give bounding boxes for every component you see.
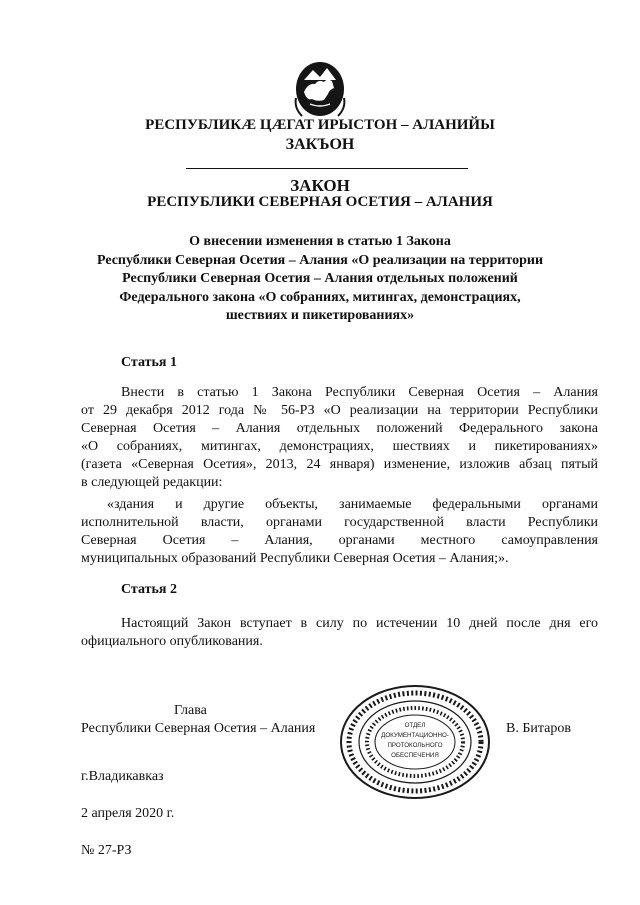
law-title-line: Республики Северная Осетия – Алания «О реализации на территории [96,252,544,268]
date-of-signing: 2 апреля 2020 г. [81,806,175,821]
official-seal-stamp [338,683,492,801]
law-title-line: шествиях и пикетированиях» [225,308,415,324]
seal-text-line: ПРОТОКОЛЬНОГО [387,742,443,749]
law-title-line: О внесении изменения в статью 1 Закона [189,234,451,249]
header-law-russian: ЗАКОН [290,176,350,195]
law-title [0,233,640,326]
header-republic-ossetian: РЕСПУБЛИКÆ ЦÆГАТ ИРЫСТОН – АЛАНИЙЫ [145,117,495,133]
text-line: (газета «Северная Осетия», 2013, 24 января) изменение, изложив абзац пятый [81,456,598,472]
signatory-title: Глава [174,703,207,718]
header-divider [186,168,468,169]
coat-of-arms-emblem [284,58,356,120]
text-line: официального опубликования. [81,633,263,649]
text-line: муниципальных образований Республики Северная Осетия – Алания;». [81,550,509,566]
seal-text-line: ОТДЕЛ [404,722,426,729]
text-line: от 29 декабря 2012 года № 56-РЗ «О реализации на территории Республики [81,402,598,418]
article-1-paragraph-2 [81,496,598,568]
text-line: «здания и другие объекты, занимаемые федеральными органами [107,497,598,512]
text-line: Северная Осетия – Алания отдельных положений Федерального закона [81,420,598,436]
seal-text-line: ОБЕСПЕЧЕНИЯ [391,752,439,759]
text-line: Настоящий Закон вступает в силу по истечении 10 дней после дня его [121,616,598,631]
law-title-line: Республики Северная Осетия – Алания отдельных положений [122,271,518,287]
seal-text-line: ДОКУМЕНТАЦИОННО- [381,732,449,739]
signatory-name: В. Битаров [506,721,571,736]
text-line: исполнительной власти, органами государственной власти Республики [81,514,598,530]
article-1-paragraph-1 [81,384,598,491]
text-line: Северная Осетия – Алания, органами местного самоуправления [81,532,598,548]
signatory-republic: Республики Северная Осетия – Алания [81,721,316,736]
law-number: № 27-РЗ [81,843,132,858]
text-line: в следующей редакции: [81,474,223,490]
article-2-paragraph [81,615,598,651]
article-1-heading: Статья 1 [121,355,177,370]
text-line: «О собраниях, митингах, демонстрациях, шествиях и пикетированиях» [81,438,598,454]
article-2-heading: Статья 2 [121,582,177,597]
place-of-signing: г.Владикавказ [81,769,164,784]
header-republic-russian: РЕСПУБЛИКИ СЕВЕРНАЯ ОСЕТИЯ – АЛАНИЯ [147,194,493,210]
header-law-ossetian: ЗАКЪОН [285,136,355,153]
text-line: Внести в статью 1 Закона Республики Северная Осетия – Алания [121,385,598,400]
law-title-line: Федерального закона «О собраниях, митингах, демонстрациях, [119,289,521,305]
